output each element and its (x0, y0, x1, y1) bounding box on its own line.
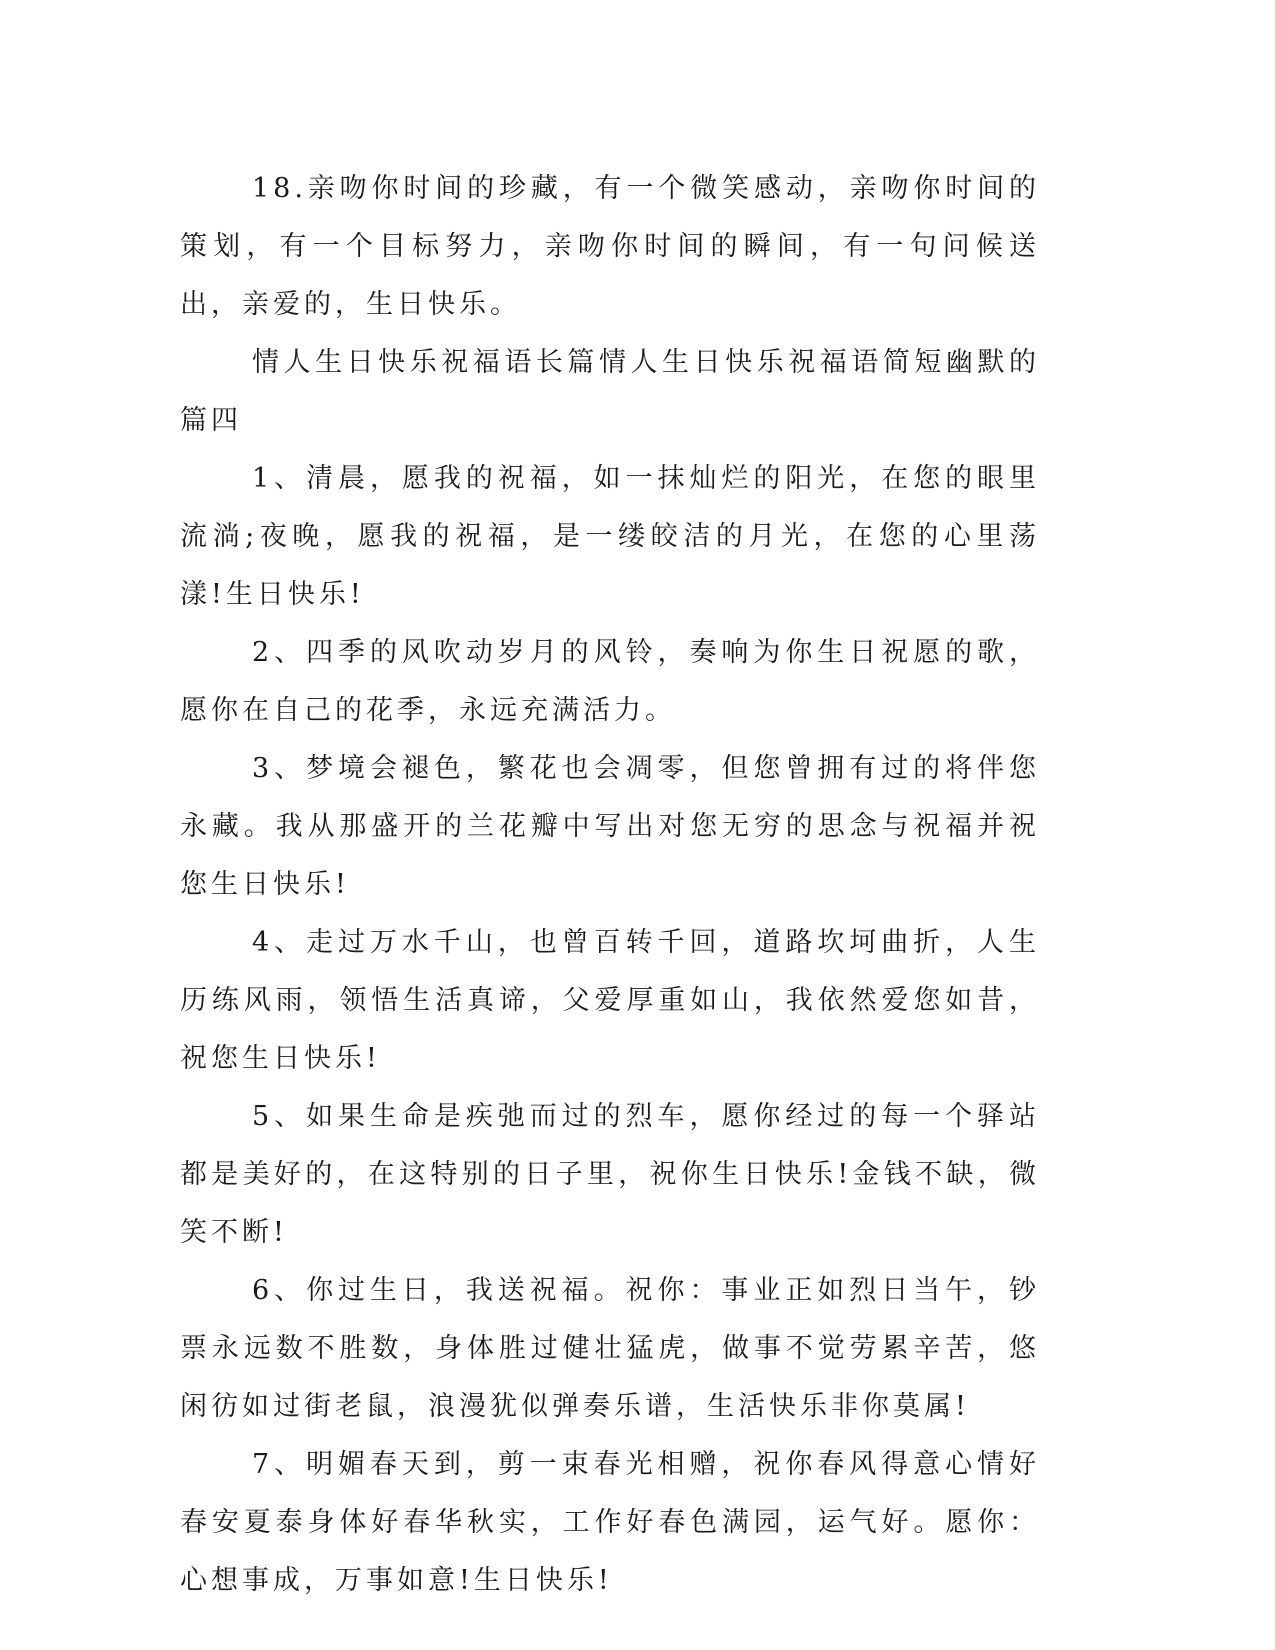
paragraph-4: 4、走过万水千山，也曾百转千回，道路坎坷曲折，人生历练风雨，领悟生活真谛，父爱厚重如山，我依然爱您如昔，祝您生日快乐! (180, 927, 1040, 1074)
paragraph-6: 6、你过生日，我送祝福。祝你：事业正如烈日当午，钞票永远数不胜数，身体胜过健壮猛虎，做事不觉劳累辛苦，悠闲彷如过街老鼠，浪漫犹似弹奏乐谱，生活快乐非你莫属! (180, 1275, 1040, 1422)
paragraph-2: 2、四季的风吹动岁月的风铃，奏响为你生日祝愿的歌，愿你在自己的花季，永远充满活力。 (180, 637, 1040, 726)
paragraph-18: 18.亲吻你时间的珍藏，有一个微笑感动，亲吻你时间的策划，有一个目标努力，亲吻你时间的瞬间，有一句问候送出，亲爱的，生日快乐。 (180, 173, 1040, 320)
paragraph-3: 3、梦境会褪色，繁花也会凋零，但您曾拥有过的将伴您永藏。我从那盛开的兰花瓣中写出对您无穷的思念与祝福并祝您生日快乐! (180, 753, 1040, 900)
paragraph-1: 1、清晨，愿我的祝福，如一抹灿烂的阳光，在您的眼里流淌;夜晚，愿我的祝福，是一缕皎洁的月光，在您的心里荡漾!生日快乐! (180, 463, 1040, 610)
paragraph-7: 7、明媚春天到，剪一束春光相赠，祝你春风得意心情好春安夏泰身体好春华秋实，工作好春色满园，运气好。愿你：心想事成，万事如意!生日快乐! (180, 1449, 1040, 1596)
section-heading: 情人生日快乐祝福语长篇情人生日快乐祝福语简短幽默的篇四 (180, 347, 1040, 436)
paragraph-5: 5、如果生命是疾弛而过的烈车，愿你经过的每一个驿站都是美好的，在这特别的日子里，祝你生日快乐!金钱不缺，微笑不断! (180, 1101, 1040, 1248)
document-body (180, 160, 1040, 1610)
